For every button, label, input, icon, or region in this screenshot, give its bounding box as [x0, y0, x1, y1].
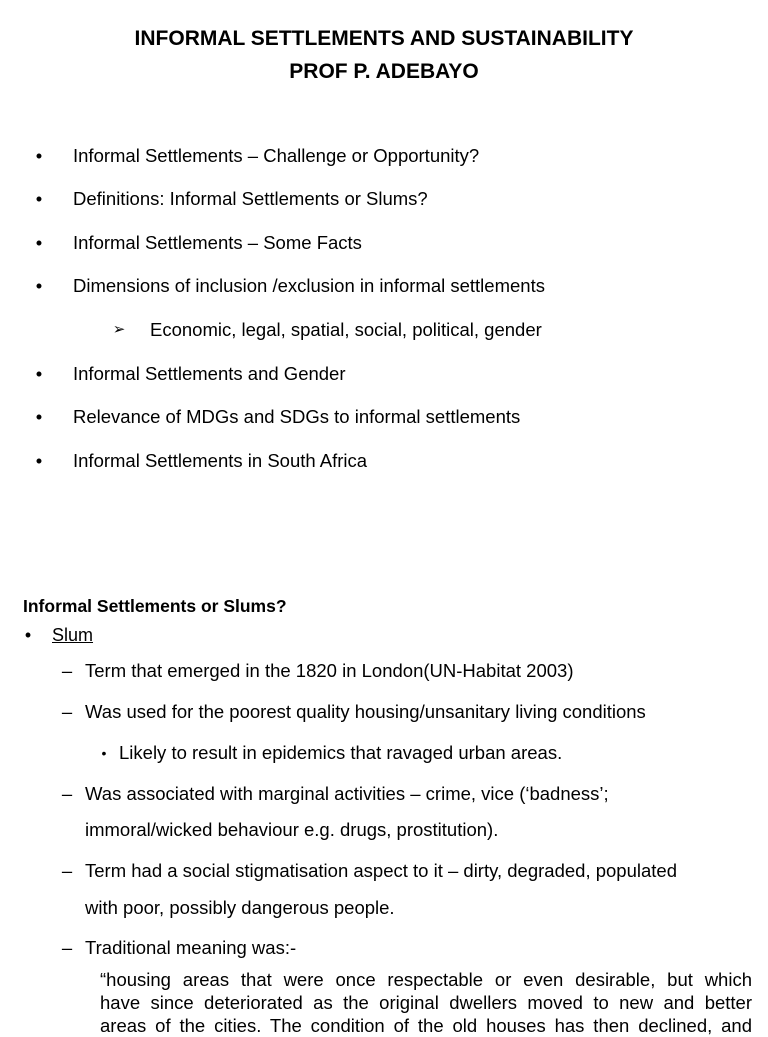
dash-item-text: Was used for the poorest quality housing/unsanitary living conditions: [85, 701, 646, 722]
outline-item-text: Definitions: Informal Settlements or Slums?: [73, 188, 428, 209]
bullet-icon: •: [35, 450, 43, 471]
outline-item: [0, 273, 768, 299]
dash-bullet-icon: –: [61, 860, 73, 881]
outline-item-text: Dimensions of inclusion /exclusion in informal settlements: [73, 275, 545, 296]
quote-line: “housing areas that were once respectable or even desirable, but which: [100, 969, 752, 990]
outline-item-text: Informal Settlements – Challenge or Opportunity?: [73, 145, 480, 166]
bullet-icon: •: [24, 625, 32, 645]
dash-bullet-icon: –: [61, 783, 73, 804]
outline-item-text: Relevance of MDGs and SDGs to informal settlements: [73, 406, 521, 427]
outline-item: [0, 361, 768, 387]
outline-item-text: Informal Settlements – Some Facts: [73, 232, 362, 253]
quote-line: have since deteriorated as the original dwellers moved to new and better: [100, 992, 752, 1013]
title-line-2: PROF P. ADEBAYO: [289, 60, 479, 83]
dash-item-text-continued: with poor, possibly dangerous people.: [85, 897, 395, 918]
bullet-icon: •: [35, 363, 43, 384]
outline-item-text: Informal Settlements in South Africa: [73, 450, 368, 471]
arrow-bullet-icon: ➢: [112, 321, 126, 338]
title-line-1: INFORMAL SETTLEMENTS AND SUSTAINABILITY: [134, 27, 634, 50]
slum-label: Slum: [52, 625, 94, 645]
slum-list-item: [0, 622, 768, 648]
bullet-icon: •: [35, 406, 43, 427]
dash-item-text-continued: immoral/wicked behaviour e.g. drugs, prostitution).: [85, 819, 499, 840]
quote-line: areas of the cities. The condition of the old houses has then declined, and: [100, 1015, 752, 1036]
outline-item: [0, 404, 768, 430]
dash-item-text: Term that emerged in the 1820 in London(UN-Habitat 2003): [85, 660, 574, 681]
document-title: [0, 22, 768, 88]
dash-bullet-icon: –: [61, 660, 73, 681]
dash-item-text: Traditional meaning was:-: [85, 937, 297, 958]
bullet-icon: •: [35, 188, 43, 209]
dash-bullet-icon: –: [61, 701, 73, 722]
bullet-icon: •: [101, 745, 107, 761]
dash-bullet-icon: –: [61, 937, 73, 958]
bullet-icon: •: [35, 145, 43, 166]
sub-item-text: Likely to result in epidemics that ravaged urban areas.: [119, 742, 563, 763]
bullet-icon: •: [35, 232, 43, 253]
outline-item: [0, 186, 768, 212]
outline-sub-item: [0, 317, 768, 343]
dash-item-text: Was associated with marginal activities – crime, vice (‘badness’;: [85, 783, 609, 804]
section-heading: Informal Settlements or Slums?: [23, 596, 287, 616]
outline-item: [0, 143, 768, 169]
dash-item-text: Term had a social stigmatisation aspect to it – dirty, degraded, populated: [85, 860, 677, 881]
definition-quote: [100, 968, 752, 1037]
outline-item-text: Informal Settlements and Gender: [73, 363, 346, 384]
outline-sub-item-text: Economic, legal, spatial, social, political, gender: [150, 319, 542, 340]
outline-item: [0, 448, 768, 474]
outline-item: [0, 230, 768, 256]
bullet-icon: •: [35, 275, 43, 296]
